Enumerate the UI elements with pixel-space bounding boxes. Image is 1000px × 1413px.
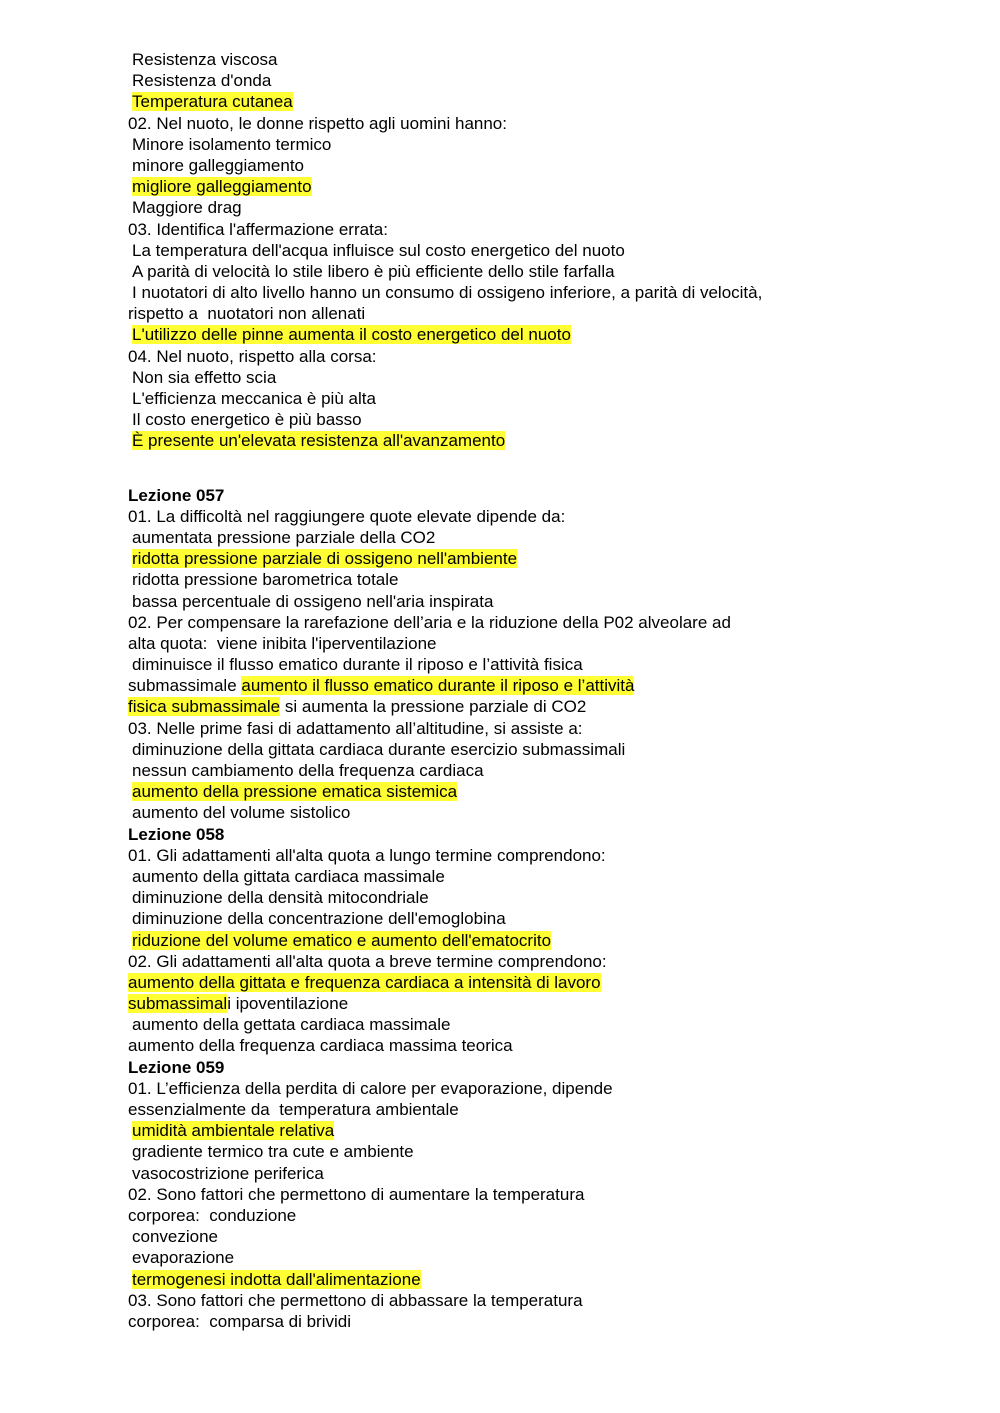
line-text: i ipoventilazione <box>227 994 349 1014</box>
highlighted-answer: Temperatura cutanea <box>132 92 293 112</box>
text-line <box>128 591 888 612</box>
text-line <box>128 1163 888 1184</box>
text-line <box>128 261 888 282</box>
highlighted-answer: aumento della gittata e frequenza cardiaca a intensità di lavoro <box>128 972 601 992</box>
text-line <box>128 1226 888 1247</box>
text-line <box>128 219 888 240</box>
text-line <box>128 346 888 367</box>
text-line <box>128 718 888 739</box>
highlighted-answer: aumento della pressione ematica sistemica <box>132 782 458 802</box>
highlighted-answer: È presente un'elevata resistenza all'avanzamento <box>132 431 506 451</box>
answer-line <box>128 324 888 345</box>
highlighted-answer: termogenesi indotta dall'alimentazione <box>132 1269 421 1289</box>
line-text: 03. Identifica l'affermazione errata: <box>128 219 388 239</box>
line-text: ridotta pressione barometrica totale <box>132 570 399 590</box>
lesson-heading: Lezione 058 <box>128 824 225 844</box>
line-text: evaporazione <box>132 1248 235 1268</box>
text-line <box>128 70 888 91</box>
line-text: essenzialmente da temperatura ambientale <box>128 1100 459 1119</box>
line-text: I nuotatori di alto livello hanno un consumo di ossigeno inferiore, a parità di velocità, <box>132 283 763 303</box>
text-line <box>128 113 888 134</box>
highlighted-answer: ridotta pressione parziale di ossigeno nell'ambiente <box>132 549 518 569</box>
line-text: corporea: comparsa di brividi <box>128 1311 351 1331</box>
line-text: diminuzione della gittata cardiaca durante esercizio submassimali <box>132 739 626 759</box>
line-text: 02. Gli adattamenti all'alta quota a breve termine comprendono: <box>128 951 607 971</box>
answer-line <box>128 781 888 802</box>
text-line <box>128 696 888 717</box>
line-text: 02. Sono fattori che permettono di aumentare la temperatura <box>128 1184 585 1204</box>
line-text: L'efficienza meccanica è più alta <box>132 389 376 408</box>
answer-line <box>128 91 888 112</box>
lesson-heading: Lezione 059 <box>128 1057 225 1077</box>
text-line <box>128 569 888 590</box>
text-line <box>128 612 888 633</box>
line-text: 01. La difficoltà nel raggiungere quote elevate dipende da: <box>128 506 566 526</box>
highlighted-answer: migliore galleggiamento <box>132 177 312 197</box>
text-line <box>128 1014 888 1035</box>
line-text: bassa percentuale di ossigeno nell'aria inspirata <box>132 591 494 611</box>
line-text: Maggiore drag <box>132 198 242 218</box>
text-line <box>128 1205 888 1226</box>
highlighted-answer: umidità ambientale relativa <box>132 1121 335 1141</box>
line-text: 04. Nel nuoto, rispetto alla corsa: <box>128 346 377 366</box>
text-line <box>128 887 888 908</box>
line-text: diminuzione della densità mitocondriale <box>132 888 429 908</box>
text-line <box>128 951 888 972</box>
line-text: 02. Nel nuoto, le donne rispetto agli uomini hanno: <box>128 113 507 133</box>
answer-line <box>128 430 888 451</box>
line-text: corporea: conduzione <box>128 1205 297 1225</box>
line-text: si aumenta la pressione parziale di CO2 <box>280 697 587 717</box>
answer-line <box>128 548 888 569</box>
answer-line <box>128 1269 888 1290</box>
text-line <box>128 134 888 155</box>
text-line <box>128 303 888 324</box>
line-text: minore galleggiamento <box>132 155 304 175</box>
text-line <box>128 388 888 409</box>
line-text: 03. Sono fattori che permettono di abbassare la temperatura <box>128 1290 583 1310</box>
text-line <box>128 527 888 548</box>
text-line <box>128 739 888 760</box>
line-text: diminuzione della concentrazione dell'emoglobina <box>132 909 506 929</box>
line-text: aumento della frequenza cardiaca massima teorica <box>128 1036 513 1056</box>
highlighted-answer: aumento il flusso ematico durante il riposo e l’attività <box>241 676 635 696</box>
line-text: 03. Nelle prime fasi di adattamento all’altitudine, si assiste a: <box>128 718 583 738</box>
text-line <box>128 760 888 781</box>
text-line <box>128 654 888 675</box>
answer-line <box>128 930 888 951</box>
highlighted-answer: submassimal <box>128 994 228 1014</box>
text-line <box>128 1099 888 1120</box>
text-line <box>128 1290 888 1311</box>
line-text: convezione <box>132 1227 219 1247</box>
text-line <box>128 633 888 654</box>
text-line <box>128 1311 888 1332</box>
line-text: Il costo energetico è più basso <box>132 410 362 430</box>
line-text: 01. Gli adattamenti all'alta quota a lungo termine comprendono: <box>128 845 606 865</box>
line-text: aumento della gittata cardiaca massimale <box>132 866 445 886</box>
line-text: Minore isolamento termico <box>132 134 332 154</box>
text-line <box>128 409 888 430</box>
text-line <box>128 1184 888 1205</box>
answer-line <box>128 1120 888 1141</box>
spacer <box>128 452 888 485</box>
line-text: 01. L’efficienza della perdita di calore per evaporazione, dipende <box>128 1078 613 1098</box>
line-text: nessun cambiamento della frequenza cardiaca <box>132 761 484 780</box>
line-text: Resistenza viscosa <box>132 50 278 69</box>
text-line <box>128 49 888 70</box>
highlighted-answer: fisica submassimale <box>128 697 281 717</box>
highlighted-answer: L'utilizzo delle pinne aumenta il costo energetico del nuoto <box>132 325 571 345</box>
text-line <box>128 282 888 303</box>
text-line <box>128 1141 888 1162</box>
answer-line <box>128 972 888 993</box>
text-line <box>128 506 888 527</box>
line-text: 02. Per compensare la rarefazione dell’aria e la riduzione della P02 alveolare ad <box>128 612 731 632</box>
text-line <box>128 1247 888 1268</box>
text-line <box>128 1035 888 1056</box>
text-line <box>128 802 888 823</box>
line-text: vasocostrizione periferica <box>132 1163 324 1183</box>
text-line <box>128 845 888 866</box>
line-text: Resistenza d'onda <box>132 71 272 91</box>
lesson-heading: Lezione 057 <box>128 485 225 505</box>
text-line <box>128 197 888 218</box>
answer-line <box>128 176 888 197</box>
line-text: La temperatura dell'acqua influisce sul costo energetico del nuoto <box>132 240 625 260</box>
text-line <box>128 367 888 388</box>
line-text: Non sia effetto scia <box>132 367 277 387</box>
line-text: rispetto a nuotatori non allenati <box>128 304 366 324</box>
highlighted-answer: riduzione del volume ematico e aumento dell'ematocrito <box>132 930 552 950</box>
line-text: diminuisce il flusso ematico durante il riposo e l’attività fisica <box>132 655 583 675</box>
line-text: submassimale <box>128 676 242 696</box>
text-line <box>128 675 888 696</box>
text-line <box>128 240 888 261</box>
text-line <box>128 155 888 176</box>
line-text: gradiente termico tra cute e ambiente <box>132 1142 414 1162</box>
text-line <box>128 1078 888 1099</box>
line-text: aumentata pressione parziale della CO2 <box>132 527 436 547</box>
text-line <box>128 993 888 1014</box>
document-page <box>128 49 888 1332</box>
line-text: A parità di velocità lo stile libero è più efficiente dello stile farfalla <box>132 261 615 281</box>
line-text: alta quota: viene inibita l'iperventilazione <box>128 633 437 653</box>
line-text: aumento della gettata cardiaca massimale <box>132 1015 451 1035</box>
line-text: aumento del volume sistolico <box>132 803 351 823</box>
text-line <box>128 866 888 887</box>
text-line <box>128 908 888 929</box>
